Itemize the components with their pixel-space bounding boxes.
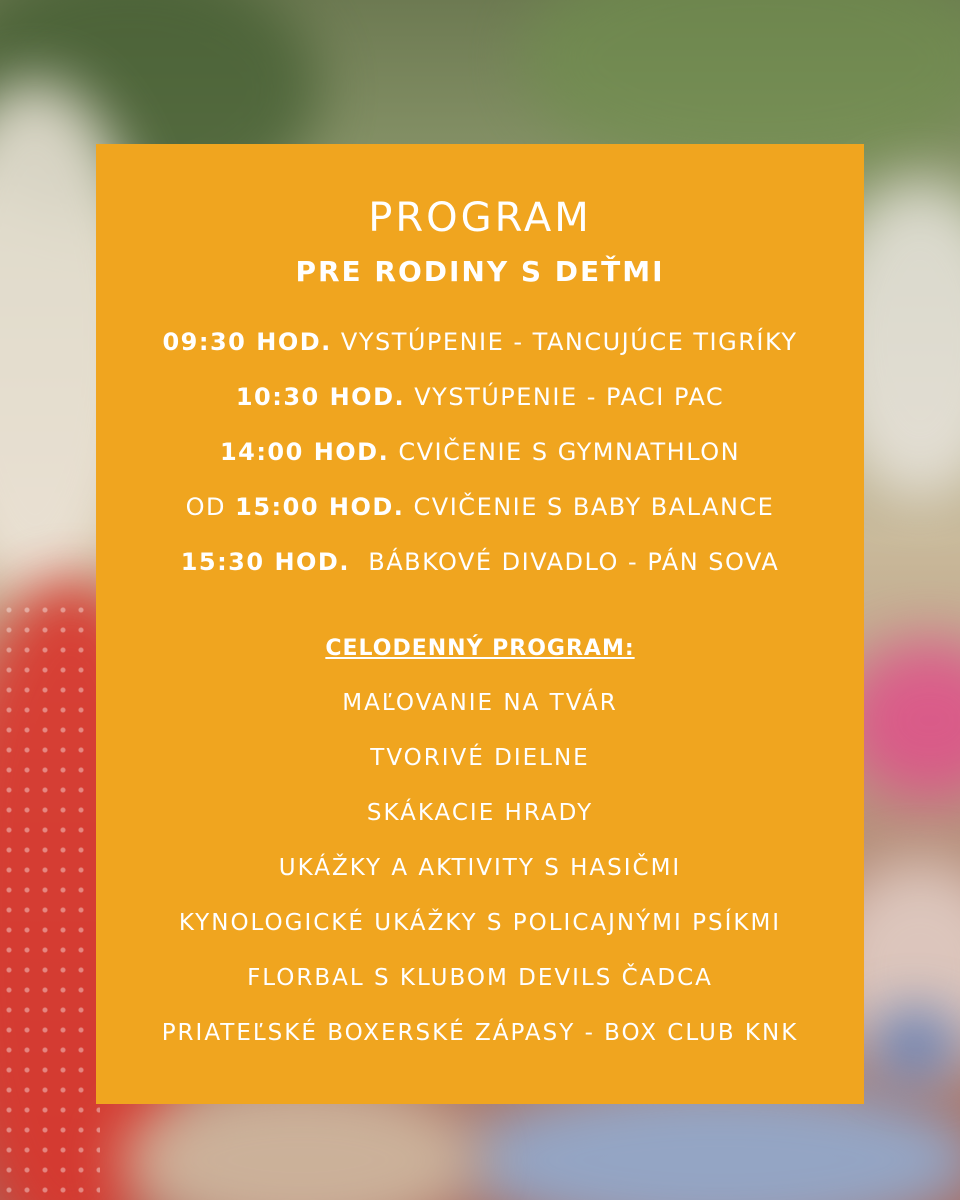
allday-item: SKÁKACIE HRADY — [366, 800, 594, 826]
schedule-item — [96, 430, 864, 485]
allday-item: TVORIVÉ DIELNE — [370, 745, 590, 771]
schedule-time: 09:30 HOD. — [162, 328, 332, 356]
schedule-time: 15:30 HOD. — [180, 548, 350, 576]
allday-item: UKÁŽKY A AKTIVITY S HASIČMI — [278, 855, 682, 881]
schedule-prefix: OD — [185, 493, 236, 521]
schedule-time: 15:00 HOD. — [235, 493, 405, 521]
program-panel — [96, 144, 864, 1104]
schedule-activity: VYSTÚPENIE - PACI PAC — [405, 383, 725, 411]
allday-item: KYNOLOGICKÉ UKÁŽKY S POLICAJNÝMI PSÍKMI — [178, 910, 782, 936]
schedule-activity: VYSTÚPENIE - TANCUJÚCE TIGRÍKY — [331, 328, 798, 356]
schedule-activity: BÁBKOVÉ DIVADLO - PÁN SOVA — [349, 548, 780, 576]
schedule-time: 14:00 HOD. — [219, 438, 390, 466]
schedule-item — [96, 540, 864, 595]
program-title: PROGRAM — [368, 195, 592, 241]
schedule-item — [96, 485, 864, 540]
program-subtitle: PRE RODINY S DEŤMI — [295, 255, 665, 288]
schedule-activity: CVIČENIE S BABY BALANCE — [404, 493, 775, 521]
schedule-activity: CVIČENIE S GYMNATHLON — [389, 438, 741, 466]
allday-item: MAĽOVANIE NA TVÁR — [342, 690, 618, 716]
schedule-list — [96, 320, 864, 595]
schedule-time: 10:30 HOD. — [235, 383, 406, 411]
allday-heading: CELODENNÝ PROGRAM: — [325, 636, 635, 661]
allday-list — [96, 681, 864, 1066]
schedule-item — [96, 375, 864, 430]
allday-item: FLORBAL S KLUBOM DEVILS ČADCA — [247, 965, 713, 991]
schedule-item — [96, 320, 864, 375]
allday-item: PRIATEĽSKÉ BOXERSKÉ ZÁPASY - BOX CLUB KNK — [161, 1020, 799, 1046]
